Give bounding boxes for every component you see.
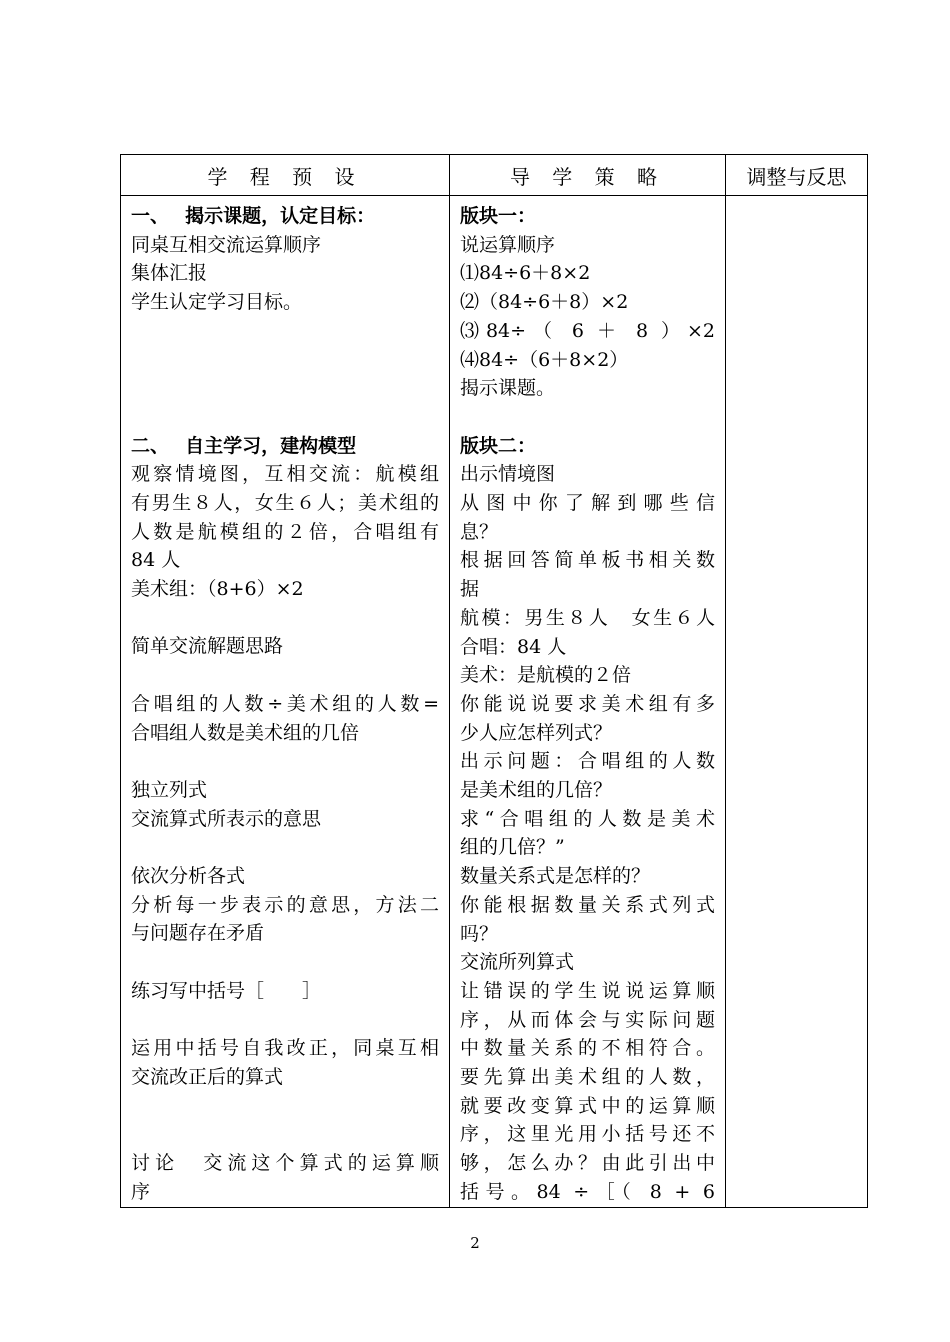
text-line	[460, 403, 715, 432]
text-line: ⑵（84÷6＋8）×2	[460, 291, 629, 314]
text-line: 美术组：（8+6）×2	[131, 578, 304, 601]
text-line: 交流改正后的算式	[131, 1065, 284, 1088]
text-line: 独立列式	[131, 778, 208, 801]
text-line: 说运算顺序	[460, 233, 556, 256]
page-number: 2	[470, 1234, 480, 1252]
text-line: 一、 揭示课题，认定目标：	[131, 205, 376, 227]
text-line: 吗？	[460, 922, 499, 945]
text-line: 版块一：	[460, 205, 537, 227]
text-line: 讨论 交流这个算式的运算顺	[131, 1152, 439, 1175]
lesson-plan-table	[120, 154, 868, 1208]
header-adjust-reflect: 调整与反思	[726, 155, 868, 196]
text-line: 集体汇报	[131, 262, 208, 285]
text-line: 序	[131, 1180, 151, 1203]
text-line: 你能根据数量关系式列式	[460, 893, 715, 916]
text-line: 够，怎么办？由此引出中	[460, 1152, 715, 1175]
text-line: 合唱组人数是美术组的几倍	[131, 721, 360, 744]
text-line: 你能说说要求美术组有多	[460, 692, 715, 715]
text-line	[131, 374, 439, 403]
header-learning-preset: 学 程 预 设	[121, 155, 450, 196]
text-line: 合唱组的人数÷美术组的人数=	[131, 692, 439, 715]
text-line: 合唱：84 人	[460, 635, 567, 658]
text-line: ⑶84÷（ 6 ＋ 8 ）×2	[460, 319, 715, 342]
text-line: 数量关系式是怎样的？	[460, 865, 651, 888]
text-line	[131, 948, 439, 977]
text-line: 就要改变算式中的运算顺	[460, 1094, 715, 1117]
text-line: 序，从而体会与实际问题	[460, 1008, 715, 1031]
text-line	[131, 403, 439, 432]
text-line: ⑷84÷（6＋8×2）	[460, 348, 629, 371]
text-line: 揭示课题。	[460, 377, 556, 400]
guided-strategy-content	[450, 196, 725, 1207]
guided-strategy-cell	[450, 196, 726, 1208]
text-line: 人数是航模组的２倍，合唱组有	[131, 520, 439, 543]
text-line: 要先算出美术组的人数，	[460, 1066, 715, 1089]
text-line: 同桌互相交流运算顺序	[131, 233, 322, 256]
text-line: 求“合唱组的人数是美术	[460, 807, 715, 830]
text-line: 84 人	[131, 549, 181, 572]
text-line: ⑴84÷6＋8×2	[460, 262, 591, 285]
text-line: 二、 自主学习，建构模型	[131, 434, 357, 457]
text-line: 依次分析各式	[131, 865, 246, 888]
text-line	[131, 604, 439, 633]
text-line	[131, 661, 439, 690]
adjust-reflect-content	[726, 196, 867, 202]
text-line: 学生认定学习目标。	[131, 291, 303, 314]
text-line: 息？	[460, 520, 499, 543]
learning-preset-cell	[121, 196, 450, 1208]
text-line: 交流所列算式	[460, 951, 575, 974]
text-line: 航模：男生８人 女生６人	[460, 606, 715, 629]
text-line: 美术：是航模的２倍	[460, 664, 632, 687]
text-line: 组的几倍？”	[460, 836, 565, 859]
text-line: 有男生８人，女生６人；美术组的	[131, 491, 439, 514]
adjust-reflect-cell	[726, 196, 868, 1208]
text-line: 据	[460, 578, 480, 601]
text-line	[131, 833, 439, 862]
text-line	[131, 346, 439, 375]
text-line	[131, 1092, 439, 1121]
text-line: 分析每一步表示的意思，方法二	[131, 893, 439, 916]
text-line	[131, 747, 439, 776]
text-line: 让错误的学生说说运算顺	[460, 979, 715, 1002]
text-line	[131, 317, 439, 346]
text-line: 括号。84 ÷［（ 8 + 6	[460, 1180, 715, 1203]
text-line: 运用中括号自我改正，同桌互相	[131, 1037, 439, 1060]
text-line: 是美术组的几倍？	[460, 779, 613, 802]
text-line: 出示问题：合唱组的人数	[460, 750, 715, 773]
text-line: 交流算式所表示的意思	[131, 807, 322, 830]
text-line: 中数量关系的不相符合。	[460, 1037, 715, 1060]
text-line	[131, 1120, 439, 1149]
learning-preset-content	[121, 196, 449, 1206]
text-line: 序，这里光用小括号还不	[460, 1123, 715, 1146]
text-line: 出示情境图	[460, 463, 556, 486]
text-line: 观察情境图，互相交流：航模组	[131, 463, 439, 486]
text-line: 少人应怎样列式？	[460, 721, 613, 744]
header-row	[121, 155, 868, 196]
text-line: 简单交流解题思路	[131, 635, 284, 658]
text-line	[131, 1006, 439, 1035]
content-row	[121, 196, 868, 1208]
text-line: 与问题存在矛盾	[131, 922, 265, 945]
text-line: 练习写中括号［ ］	[131, 979, 322, 1002]
header-guided-strategy: 导 学 策 略	[450, 155, 726, 196]
text-line: 从图中你了解到哪些信	[460, 492, 715, 515]
text-line: 版块二：	[460, 434, 537, 457]
text-line: 根据回答简单板书相关数	[460, 549, 715, 572]
